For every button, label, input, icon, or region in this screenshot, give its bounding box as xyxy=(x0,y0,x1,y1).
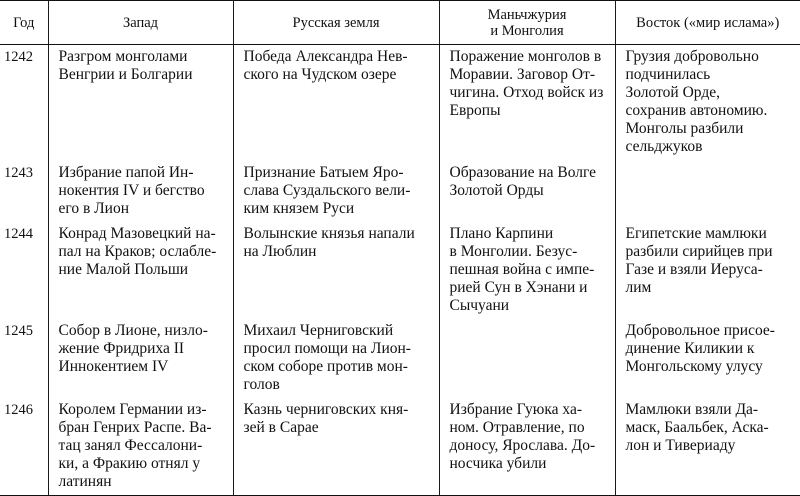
cell-west: Собор в Лионе, низло- жение Фридриха II Иннокентием IV xyxy=(48,319,233,398)
cell-mongolia xyxy=(439,319,615,398)
cell-west: Королем Германии из- бран Генрих Распе. Ва- тац занял Фессалони- ки, а Фракию отнял у латинян xyxy=(48,398,233,496)
header-row xyxy=(0,1,800,45)
header-west: Запад xyxy=(48,1,233,45)
cell-mongolia: Плано Карпини в Монголии. Безус- пешная война с импе- рией Сун в Хэнани и Сычуани xyxy=(439,222,615,319)
cell-east: Добровольное присое- динение Киликии к Монгольскому улусу xyxy=(615,319,800,398)
cell-east: Грузия добровольно подчинилась Золотой Орде, сохранив автономию. Монголы разбили сельджуков xyxy=(615,45,800,161)
cell-russia: Казнь черниговских кня- зей в Сарае xyxy=(233,398,439,496)
header-russia: Русская земля xyxy=(233,1,439,45)
cell-east: Мамлюки взяли Да- маск, Баальбек, Аска- лон и Тивериаду xyxy=(615,398,800,496)
table-row xyxy=(0,319,800,398)
cell-year: 1245 xyxy=(0,319,48,398)
header-mongolia: Маньчжурия и Монголия xyxy=(439,1,615,45)
cell-russia: Признание Батыем Яро- слава Суздальского вели- ким князем Руси xyxy=(233,161,439,222)
cell-mongolia: Избрание Гуюка ха- ном. Отравление, по доносу, Ярослава. До- носчика убили xyxy=(439,398,615,496)
cell-west: Конрад Мазовецкий на- пал на Краков; ослабле- ние Малой Польши xyxy=(48,222,233,319)
header-year: Год xyxy=(0,1,48,45)
cell-east: Египетские мамлюки разбили сирийцев при Газе и взяли Иерусa- лим xyxy=(615,222,800,319)
cell-year: 1242 xyxy=(0,45,48,161)
cell-west: Избрание папой Ин- нокентия IV и бегство его в Лион xyxy=(48,161,233,222)
cell-russia: Волынские князья напали на Люблин xyxy=(233,222,439,319)
cell-year: 1244 xyxy=(0,222,48,319)
cell-russia: Победа Александра Нев- ского на Чудском озере xyxy=(233,45,439,161)
cell-mongolia: Поражение монголов в Моравии. Заговор От- чигина. Отход войск из Европы xyxy=(439,45,615,161)
cell-russia: Михаил Черниговский просил помощи на Лион- ском соборе против мон- голов xyxy=(233,319,439,398)
cell-year: 1246 xyxy=(0,398,48,496)
table-row xyxy=(0,161,800,222)
table-header xyxy=(0,1,800,45)
table-row xyxy=(0,398,800,496)
table-row xyxy=(0,45,800,161)
cell-east xyxy=(615,161,800,222)
header-east: Восток («мир ислама») xyxy=(615,1,800,45)
cell-mongolia: Образование на Волге Золотой Орды xyxy=(439,161,615,222)
table-body xyxy=(0,45,800,496)
cell-year: 1243 xyxy=(0,161,48,222)
table-row xyxy=(0,222,800,319)
cell-west: Разгром монголами Венгрии и Болгарии xyxy=(48,45,233,161)
